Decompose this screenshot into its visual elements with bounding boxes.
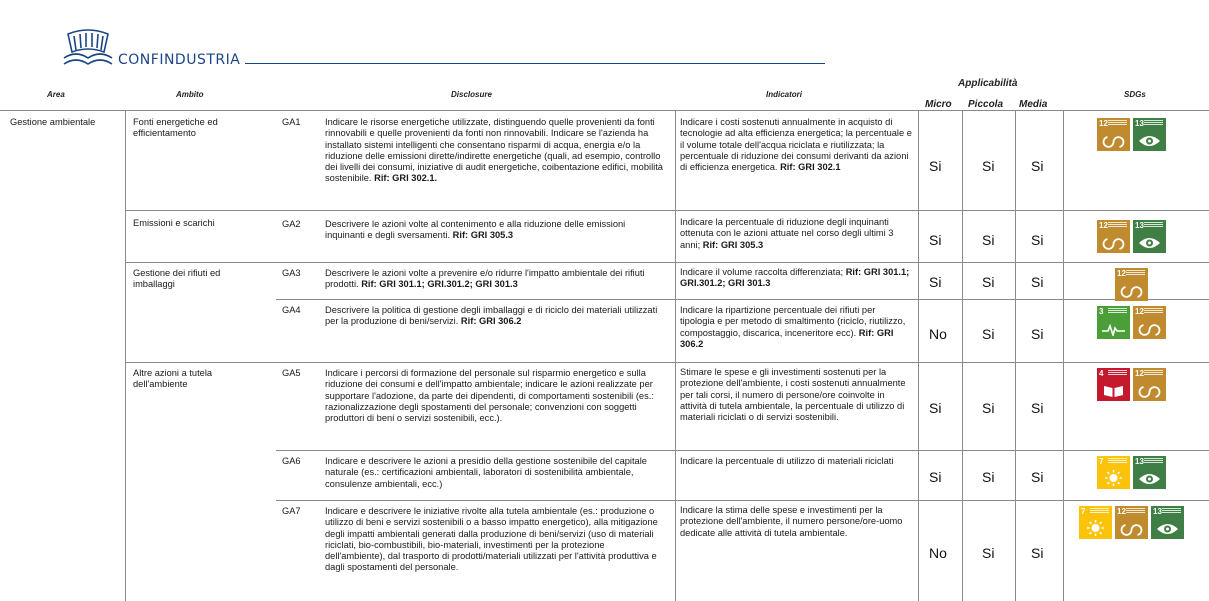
sdg-caption-lines [1090, 508, 1109, 509]
sdg-number: 12 [1135, 369, 1144, 378]
sdg-number: 7 [1081, 507, 1086, 516]
sdg-12-icon [1115, 268, 1148, 301]
sdg-caption-lines [1108, 308, 1127, 309]
indicator-gri-reference: Rif: GRI 306.2 [680, 327, 894, 349]
row-divider [276, 299, 1209, 300]
header-media: Media [1019, 99, 1048, 110]
indicator-text: Indicare la ripartizione percentuale dei rifiuti per tipologia e per metodo di smaltimento (riciclo, riutilizzo, compostaggio, discarica, inceneritore ecc). Rif: GRI 306.2 [680, 305, 906, 349]
header-bottom-rule [0, 110, 1209, 111]
sdg-number: 13 [1135, 457, 1144, 466]
ambito-label: Gestione dei rifiuti ed imballaggi [133, 268, 221, 290]
applicability-piccola: Si [982, 545, 995, 561]
sdg-number: 13 [1153, 507, 1162, 516]
disclosure-gri-reference: Rif: GRI 302.1. [374, 173, 438, 184]
column-divider [962, 110, 963, 601]
header-piccola: Piccola [968, 99, 1004, 110]
disclosure-code: GA6 [282, 456, 301, 466]
disclosure-text: Descrivere le azioni volte al contenimento e alla riduzione delle emissioni inquinanti e degli sversamenti. Rif: GRI 305.3 [325, 219, 626, 241]
indicator-gri-reference: Rif: GRI 302.1 [780, 162, 841, 173]
disclosure-code: GA3 [282, 268, 301, 278]
sdg-caption-lines [1126, 270, 1145, 271]
sdg-12-icon [1097, 220, 1130, 253]
disclosure-text: Indicare e descrivere le iniziative rivolte alla tutela ambientale (es.: produzione o utilizzo di beni e servizi sostenibili o a basso impatto energetico), alla mitigazione degli impatti ambientali generati dalla produzione di beni/servizi (uso di materiali riciclati, bio-combustibili, bio-materiali, investimenti per la protezione dell'ambiente), dal trasporto di prodotti/materiali utilizzati per l'attività produttiva e dagli spostamenti del personale. [325, 506, 658, 573]
disclosure-text: Indicare le risorse energetiche utilizzate, distinguendo quelle provenienti da fonti rinnovabili e quelle provenienti da fonti non rinnovabili. Indicare se l'azienda ha installato sistemi intelligenti che consentano risparmi di acqua, energia e/o la riduzione delle emissioni dirette/indirette energetiche (quali, ad esempio, controllo dei livelli dei consumi, iniziative di audit energetiche, coibentazione edifici, mobilità sostenibile. Rif: GRI 302.1. [325, 117, 663, 184]
sdg-7-icon [1079, 506, 1112, 539]
column-divider [1015, 110, 1016, 601]
sdg-number: 12 [1099, 221, 1108, 230]
header-micro: Micro [925, 99, 952, 110]
indicator-gri-reference: Rif: GRI 301.1; GRI.301.2; GRI 301.3 [680, 267, 910, 289]
applicability-micro: Si [929, 158, 942, 174]
brand-name: CONFINDUSTRIA [118, 52, 241, 68]
sdg-13-icon [1151, 506, 1184, 539]
sdg-caption-lines [1144, 308, 1163, 309]
sdg-caption-lines [1108, 222, 1127, 223]
sdg-caption-lines [1108, 120, 1127, 121]
column-divider [918, 110, 919, 601]
indicator-text: Indicare la percentuale di utilizzo di materiali riciclati [680, 456, 894, 466]
sdg-13-icon [1133, 220, 1166, 253]
applicability-media: Si [1031, 469, 1044, 485]
sdg-number: 3 [1099, 307, 1104, 316]
disclosure-code: GA1 [282, 117, 301, 127]
applicability-media: Si [1031, 158, 1044, 174]
sdg-number: 7 [1099, 457, 1104, 466]
disclosure-text: Indicare e descrivere le azioni a presidio della gestione sostenibile del capitale naturale (es.: certificazioni ambientali, laboratori di sostenibilità ambientale, consulenze ambientali, ecc.) [325, 456, 647, 489]
sdg-caption-lines [1108, 458, 1127, 459]
area-label: Gestione ambientale [10, 117, 96, 127]
disclosure-code: GA4 [282, 305, 301, 315]
applicability-micro: No [929, 545, 947, 561]
confindustria-logo [60, 28, 116, 70]
sdg-caption-lines [1162, 508, 1181, 509]
applicability-micro: Si [929, 274, 942, 290]
applicability-piccola: Si [982, 400, 995, 416]
row-divider [125, 210, 1209, 211]
indicator-text: Indicare i costi sostenuti annualmente in acquisto di tecnologie ad alta efficienza energetica; la percentuale e il volume totale dell'acqua riciclata e riutilizzata; la percentuale di riduzione dei consumi derivanti da azioni di efficienza energetica. Rif: GRI 302.1 [680, 117, 912, 173]
sdg-caption-lines [1144, 370, 1163, 371]
sdg-number: 13 [1135, 119, 1144, 128]
disclosure-code: GA7 [282, 506, 301, 516]
sdg-12-icon [1115, 506, 1148, 539]
row-divider [276, 450, 1209, 451]
ambito-label: Fonti energetiche ed efficientamento [133, 117, 218, 139]
sdg-13-icon [1133, 456, 1166, 489]
disclosure-gri-reference: Rif: GRI 301.1; GRI.301.2; GRI 301.3 [361, 279, 518, 290]
applicability-media: Si [1031, 232, 1044, 248]
sdg-number: 12 [1117, 507, 1126, 516]
applicability-piccola: Si [982, 158, 995, 174]
header-applicabilita: Applicabilità [958, 78, 1018, 89]
column-divider [125, 110, 126, 601]
applicability-micro: Si [929, 232, 942, 248]
sdg-number: 4 [1099, 369, 1104, 378]
sdg-number: 12 [1135, 307, 1144, 316]
disclosure-code: GA5 [282, 368, 301, 378]
indicator-text: Stimare le spese e gli investimenti sostenuti per la protezione dell'ambiente, i costi sostenuti annualmente per tali corsi, il numero di persone/ore coinvolte in attività di tutela ambientale, la percentuale di utilizzo di materiali riciclati o di servizi sostenibili. [680, 367, 906, 423]
disclosure-gri-reference: Rif: GRI 305.3 [452, 230, 514, 241]
applicability-micro: No [929, 326, 947, 342]
disclosure-text: Descrivere la politica di gestione degli imballaggi e di riciclo dei materiali utilizzati per la produzione di beni/servizi. Rif: GRI 306.2 [325, 305, 658, 327]
applicability-media: Si [1031, 545, 1044, 561]
indicator-text: Indicare il volume raccolta differenziata; Rif: GRI 301.1; GRI.301.2; GRI 301.3 [680, 267, 910, 289]
sdg-13-icon [1133, 118, 1166, 151]
sdg-3-icon [1097, 306, 1130, 339]
ambito-label: Emissioni e scarichi [133, 218, 215, 228]
disclosure-gri-reference: Rif: GRI 306.2 [460, 316, 522, 327]
sdg-number: 13 [1135, 221, 1144, 230]
header-rule [245, 63, 825, 64]
row-divider [125, 262, 1209, 263]
applicability-media: Si [1031, 274, 1044, 290]
sdg-number: 12 [1099, 119, 1108, 128]
sdg-12-icon [1097, 118, 1130, 151]
applicability-micro: Si [929, 400, 942, 416]
sdg-caption-lines [1144, 120, 1163, 121]
disclosure-code: GA2 [282, 219, 301, 229]
indicator-text: Indicare la percentuale di riduzione degli inquinanti ottenuta con le azioni attuate nel corso degli ultimi 3 anni; Rif: GRI 305.3 [680, 217, 894, 250]
applicability-media: Si [1031, 326, 1044, 342]
column-divider [675, 110, 676, 601]
indicator-gri-reference: Rif: GRI 305.3 [702, 239, 764, 250]
applicability-piccola: Si [982, 232, 995, 248]
applicability-piccola: Si [982, 274, 995, 290]
header-indicatori: Indicatori [766, 90, 803, 99]
sdg-12-icon [1133, 306, 1166, 339]
sdg-number: 12 [1117, 269, 1126, 278]
applicability-piccola: Si [982, 469, 995, 485]
header-area: Area [47, 90, 65, 99]
sdg-4-icon [1097, 368, 1130, 401]
row-divider [276, 500, 1209, 501]
indicator-text: Indicare la stima delle spese e investimenti per la protezione dell'ambiente, il numero persone/ore-uomo dedicate alle attività di tutela ambientale. [680, 505, 903, 538]
sdg-caption-lines [1144, 458, 1163, 459]
header-disclosure: Disclosure [451, 90, 492, 99]
sdg-caption-lines [1108, 370, 1127, 371]
applicability-piccola: Si [982, 326, 995, 342]
ambito-label: Altre azioni a tutela dell'ambiente [133, 368, 213, 390]
header-ambito: Ambito [176, 90, 204, 99]
sdg-caption-lines [1126, 508, 1145, 509]
disclosure-text: Indicare i percorsi di formazione del personale sul risparmio energetico e sulla riduzione dei consumi e dell'impatto ambientale; indicare le azioni realizzate per supportare l'adozione, da parte dei dipendenti, di comportamenti sostenibili (es.: razionalizzazione degli spostamenti del personale; convenzioni con soggetti produttori di beni o servizi sostenibili, ecc.). [325, 368, 654, 424]
sdg-12-icon [1133, 368, 1166, 401]
applicability-micro: Si [929, 469, 942, 485]
applicability-media: Si [1031, 400, 1044, 416]
sdg-7-icon [1097, 456, 1130, 489]
row-divider [125, 362, 1209, 363]
column-divider [1063, 110, 1064, 601]
disclosure-text: Descrivere le azioni volte a prevenire e/o ridurre l'impatto ambientale dei rifiuti prodotti. Rif: GRI 301.1; GRI.301.2; GRI 301.3 [325, 268, 645, 290]
sdg-caption-lines [1144, 222, 1163, 223]
header-sdgs: SDGs [1124, 90, 1146, 99]
